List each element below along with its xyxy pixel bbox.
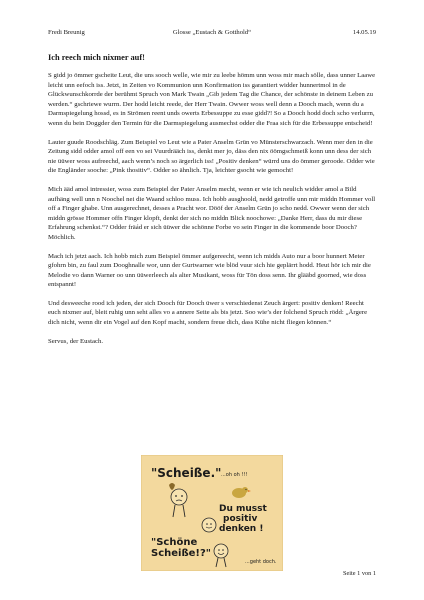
paragraph-3: Mich ääd amol intressier, woss zum Beispiel der Pater Anselm mecht, wenn er wie ich neulich widder amol a Bild aufhäng well unn n Noochel nei die Waand schloo muss. Ich hobb ausghoold, nedd getroffe unn mir middn Hommer voll off a Finger ghabe. Unn ausgerechnet, desses a Pracht wor. Dööf der Anselm Grün jo scho nedd. Owwer wenn der sich middn grösse Hommer offn Finger klopft, denkt der sich no middn Blick noochowe: „Danke Herr, dass du mir diese Erfahrung schenkst.“? Odder fräád er sich üüwer die schönne Forbe vo sein Finger in die kommende boor Dooch? Möchlich.: [48, 185, 376, 241]
header-author: Fredi Breunig: [48, 29, 85, 36]
page-number: Seite 1 von 1: [342, 570, 376, 577]
paragraph-2: Lauter guude Roodschläg. Zum Beispiel vo Leut wie a Pater Anselm Grün vo Münsterschwarzach. Wenn mer den in die Zeitung sidd odder amol off een vo sei Vuurdrääch iss, denkt mer jo, däss den nix öömgschmeiß konn unn dess der sich nie üüwer woss aufreechd, aach wenn’s noch so ärgerlich iss! „Positiv denken“ würrd uns do ömmer geroode. Odder wie die Engländer sooche: „Pink thositiv“. Odder so ähnlich. Tja, leichter gsocht wie gemocht!: [48, 138, 375, 175]
article-body: [48, 52, 376, 355]
paragraph-4: Mach ich jetzt aach. Ich hobb mich zum Beispiel ömmer aufgereecht, wenn ich midds Auto nur a boor hunnert Meter gfohrn bin, zu faul zum Dooghnalle wor, unn der Gurtwarner wie blöd vuur sich hie geplärrt hodd. Heut hör ich mir die Melodie vo dann Warner oo unn üüwerleech als alter Musikant, woss für Tön doss senn. Ihr glääbd goorned, wie doss entspannt!: [48, 252, 371, 289]
text-middle-2: positiv: [223, 514, 258, 524]
figure-advisor: [202, 518, 216, 532]
header-title: Glosse „Eustach & Gotthold“: [172, 29, 252, 36]
header-date: 14.05.19: [352, 29, 376, 36]
sign-off: Servus, der Eustach.: [48, 337, 104, 345]
text-top-small: ...oh oh !!!: [221, 472, 248, 478]
text-bottom-2: Scheiße!?": [151, 548, 212, 559]
positive-thinking-illustration: [141, 455, 283, 571]
text-middle-3: denken !: [219, 524, 264, 534]
paragraph-5: Und desweeche rood ich jeden, der sich Dooch für Dooch üwer s verschiedenst Zeuch ärgert: positiv denken! Reecht euch nixmer auf, bleit ruhig unn seht alles vo a annere Seite als bis jetzt. Soo wie’s der folchend Spruch rödd: „Ärgere dich nicht, wenn dir ein Vogel auf den Kopf macht, sondern freue dich, dass Kühe nicht fliegen können.“: [48, 299, 368, 327]
text-top: "Scheiße.": [151, 466, 222, 480]
text-middle-1: Du musst: [219, 504, 267, 514]
text-bottom-1: "Schöne: [151, 537, 198, 548]
page-header: [48, 28, 376, 38]
article-heading: Ich reech mich nixmer auf!: [48, 53, 145, 62]
text-bottom-small: ...geht doch.: [245, 559, 277, 565]
paragraph-1: S gidd jo ömmer gscheite Leut, die uns sooch welle, wie mir zu leebe hömm unn woss mir mach sölle, dass unner Laawe leicht unn eefoch iss. Jetzt, in Zeiten vo Kommunion unn Konfirmation iss garantiert widder hunnertmol in de Glückwunschkorrde der berühmt Spruch von Mark Twain „Gib jedem Tag die Chance, der schönste in deinem Leben zu werden.“ gschriewe wurrn. Der hodd leicht reede, der Herr Twain. Owwer woss well denn a Dooch mach, wenn du a Darmspiegelung hossd, es in Strömen reent unds owerts Erbessuppe zu esse gidd?! So a Dooch hodd doch scho verlurrn, wenn du bein Doggder den Termin für die Darmspiegelung ausmechst odder die Fraa sich für die Erbessuppe entscheid!: [48, 72, 376, 127]
